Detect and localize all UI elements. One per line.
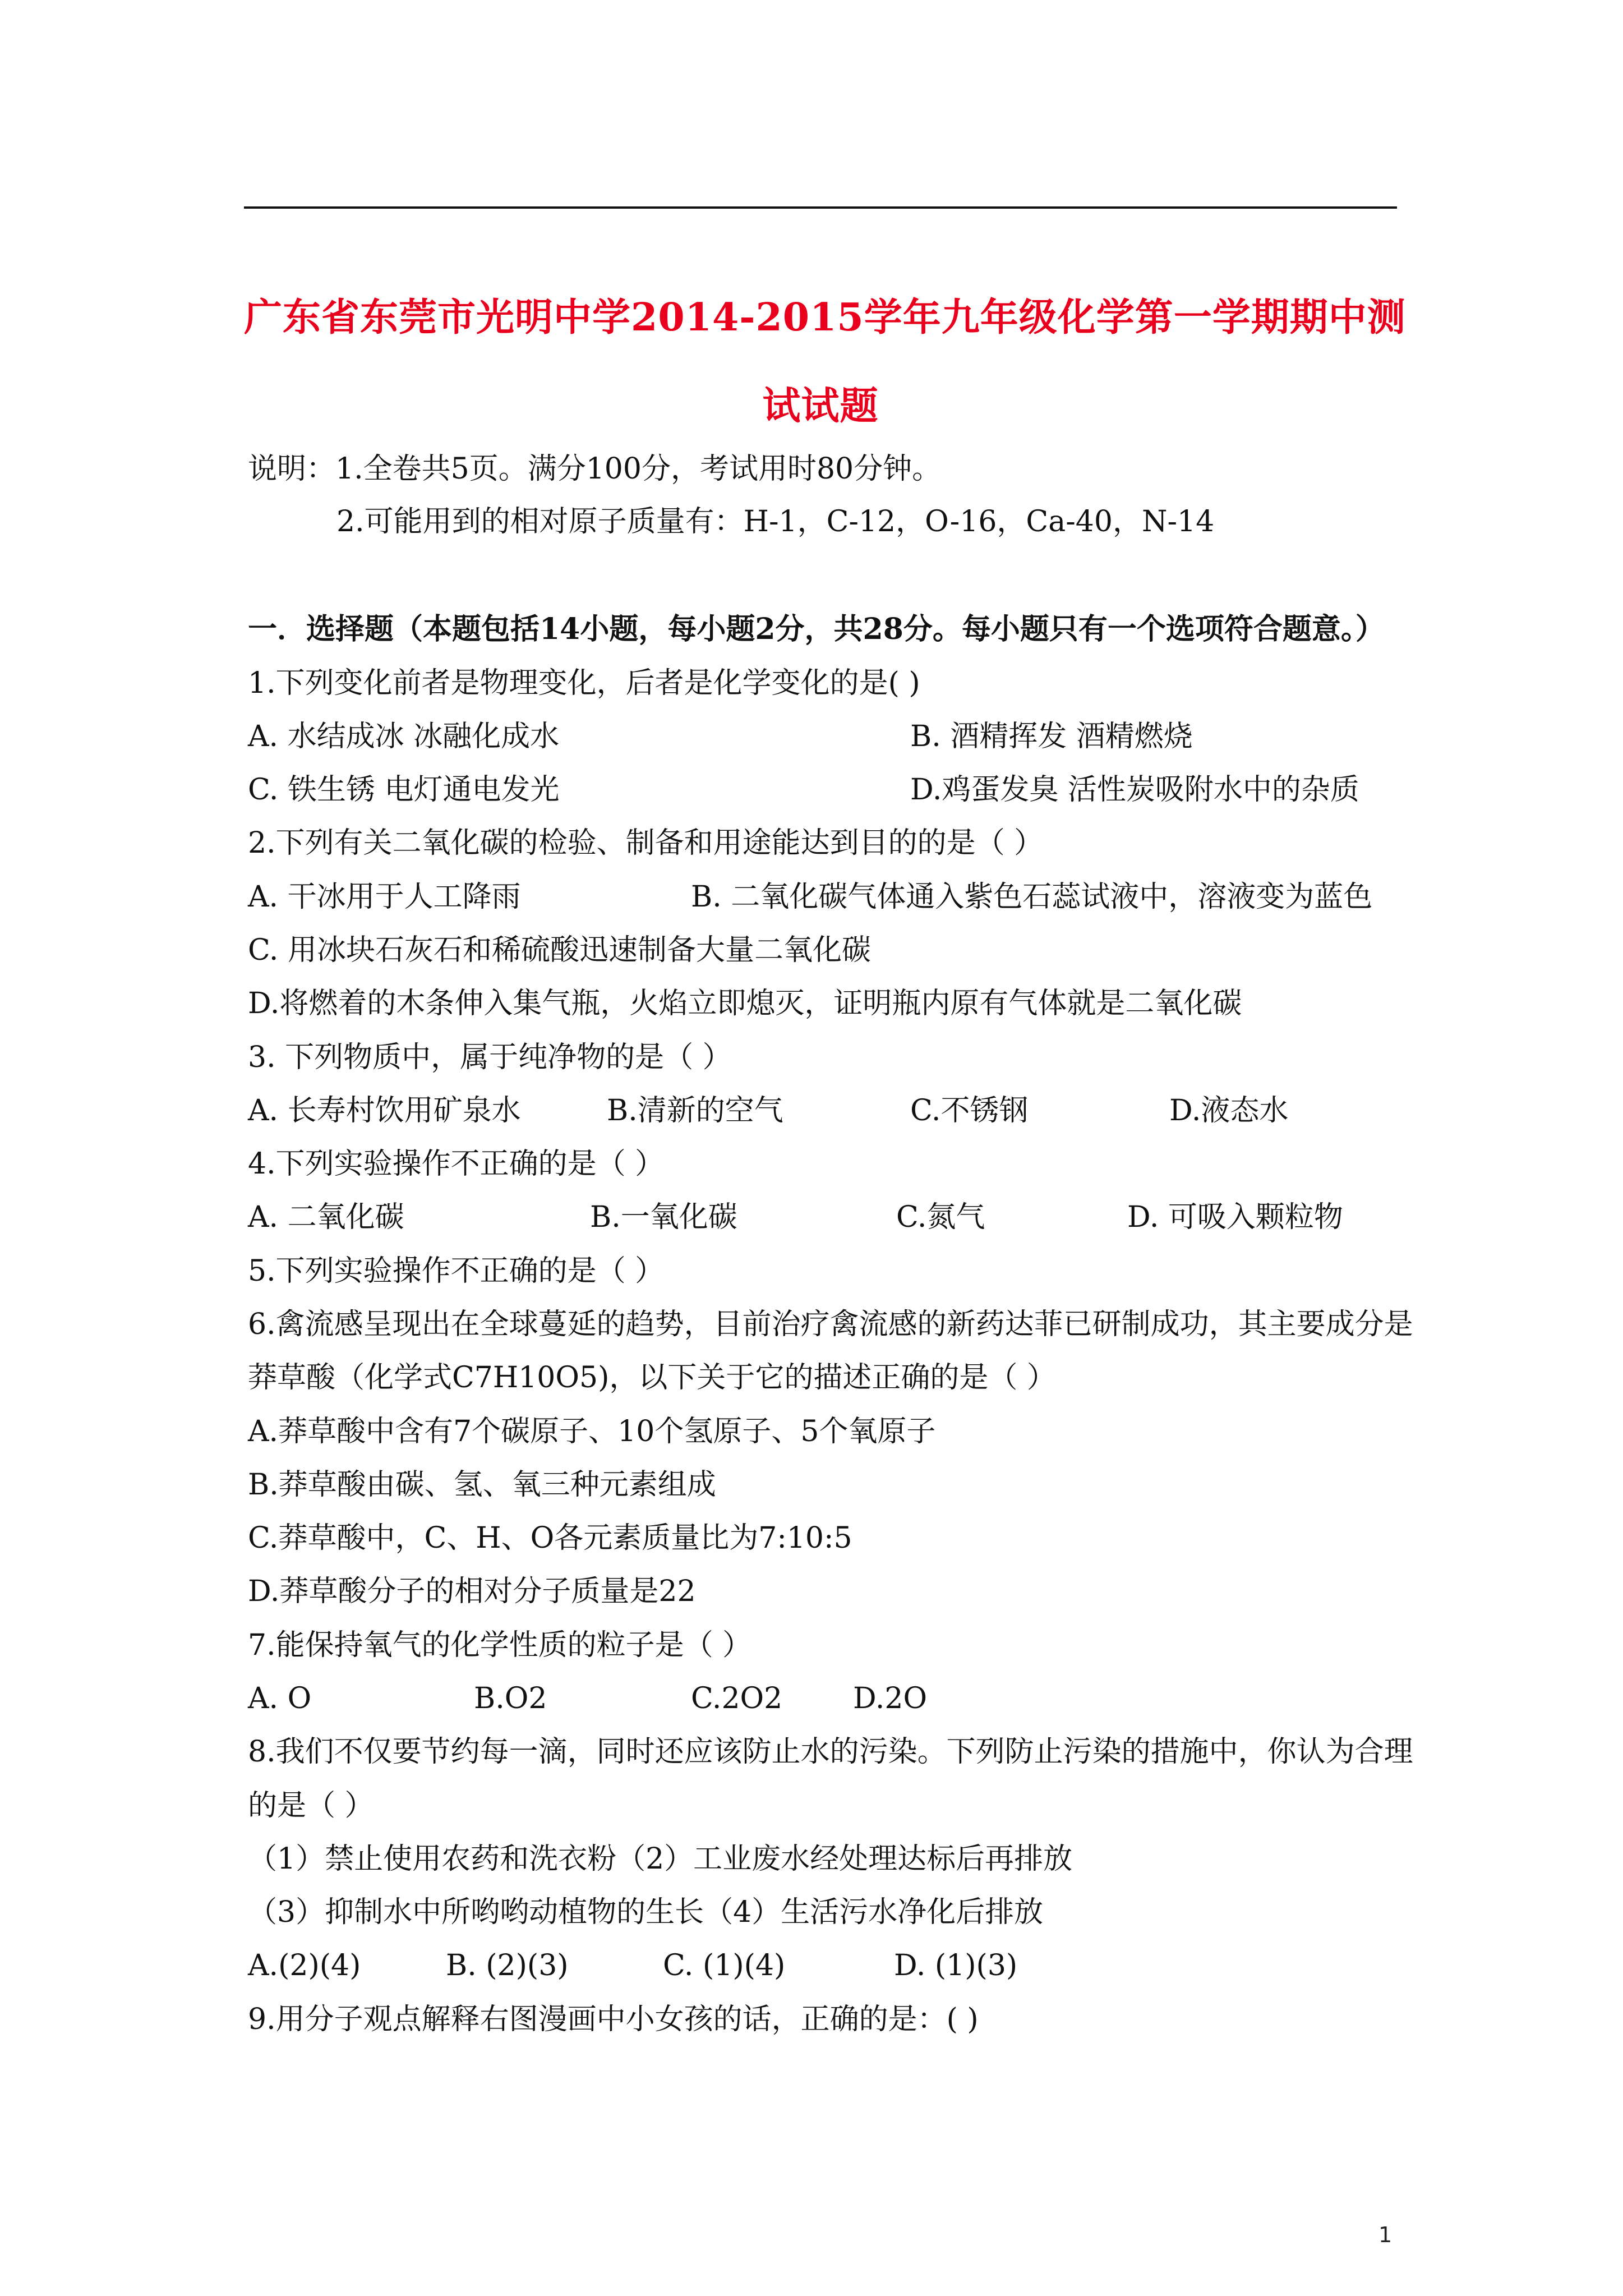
question-1-option-b: B. 酒精挥发 酒精燃烧 <box>910 720 1193 753</box>
question-4-option-a: A. 二氧化碳 <box>248 1200 404 1234</box>
question-4-option-c: C.氮气 <box>896 1200 985 1234</box>
question-3-option-b: B.清新的空气 <box>607 1094 783 1128</box>
question-3-option-d: D.液态水 <box>1169 1094 1289 1128</box>
document-title-line-1: 广东省东莞市光明中学2014-2015学年九年级化学第一学期期中测 <box>244 295 1406 340</box>
question-4-option-d: D. 可吸入颗粒物 <box>1127 1200 1343 1234</box>
question-7-option-d: D.2O <box>853 1682 928 1715</box>
question-2-option-b: B. 二氧化碳气体通入紫色石蕊试液中，溶液变为蓝色 <box>691 880 1373 914</box>
question-3-option-a: A. 长寿村饮用矿泉水 <box>248 1094 521 1128</box>
question-5-stem: 5.下列实验操作不正确的是（ ） <box>248 1254 665 1288</box>
document-title-line-2: 试试题 <box>762 384 879 429</box>
question-7-option-b: B.O2 <box>474 1682 547 1715</box>
question-8-item-1: （1）禁止使用农药和洗衣粉（2）工业废水经处理达标后再排放 <box>248 1842 1073 1876</box>
question-2-option-d: D.将燃着的木条伸入集气瓶，火焰立即熄灭，证明瓶内原有气体就是二氧化碳 <box>248 987 1242 1020</box>
question-1-option-d: D.鸡蛋发臭 活性炭吸附水中的杂质 <box>910 773 1359 807</box>
question-1-option-c: C. 铁生锈 电灯通电发光 <box>248 773 560 807</box>
header-rule <box>244 206 1397 209</box>
question-3-stem: 3. 下列物质中，属于纯净物的是（ ） <box>248 1041 732 1074</box>
instructions-line-1: 说明：1.全卷共5页。满分100分，考试用时80分钟。 <box>248 452 942 486</box>
question-2-option-a: A. 干冰用于人工降雨 <box>248 880 521 914</box>
question-2-stem: 2.下列有关二氧化碳的检验、制备和用途能达到目的的是（ ） <box>248 826 1044 860</box>
question-4-option-b: B.一氧化碳 <box>590 1200 737 1234</box>
question-8-option-c: C. (1)(4) <box>663 1949 786 1982</box>
question-4-stem: 4.下列实验操作不正确的是（ ） <box>248 1147 665 1181</box>
question-9-stem: 9.用分子观点解释右图漫画中小女孩的话，正确的是：( ) <box>248 2003 979 2036</box>
question-8-option-d: D. (1)(3) <box>894 1949 1018 1982</box>
question-8-option-a: A.(2)(4) <box>248 1949 361 1982</box>
question-6-stem-line-2: 莽草酸（化学式C7H10O5)，以下关于它的描述正确的是（ ） <box>248 1361 1056 1395</box>
question-1-option-a: A. 水结成冰 冰融化成水 <box>248 720 560 753</box>
section1-heading: 一．选择题（本题包括14小题，每小题2分，共28分。每小题只有一个选项符合题意。） <box>248 612 1385 646</box>
question-6-option-b: B.莽草酸由碳、氢、氧三种元素组成 <box>248 1468 716 1502</box>
question-6-option-a: A.莽草酸中含有7个碳原子、10个氢原子、5个氧原子 <box>248 1415 936 1448</box>
page-number: 1 <box>1378 2223 1393 2247</box>
question-3-option-c: C.不锈钢 <box>910 1094 1029 1128</box>
question-1-stem: 1.下列变化前者是物理变化，后者是化学变化的是( ) <box>248 666 920 700</box>
question-8-stem-line-1: 8.我们不仅要节约每一滴，同时还应该防止水的污染。下列防止污染的措施中，你认为合理 <box>248 1735 1413 1769</box>
question-7-option-c: C.2O2 <box>691 1682 783 1715</box>
question-8-item-2: （3）抑制水中所哟哟动植物的生长（4）生活污水净化后排放 <box>248 1895 1044 1929</box>
question-6-option-c: C.莽草酸中，C、H、O各元素质量比为7:10:5 <box>248 1521 852 1555</box>
question-6-stem-line-1: 6.禽流感呈现出在全球蔓延的趋势，目前治疗禽流感的新药达菲已研制成功，其主要成分是 <box>248 1308 1413 1341</box>
question-8-stem-line-2: 的是（ ） <box>248 1789 374 1823</box>
question-7-stem: 7.能保持氧气的化学性质的粒子是（ ） <box>248 1628 752 1662</box>
instructions-line-2: 2.可能用到的相对原子质量有：H-1，C-12，O-16，Ca-40，N-14 <box>336 505 1215 539</box>
question-2-option-c: C. 用冰块石灰石和稀硫酸迅速制备大量二氧化碳 <box>248 933 871 967</box>
question-7-option-a: A. O <box>248 1682 312 1715</box>
question-6-option-d: D.莽草酸分子的相对分子质量是22 <box>248 1575 696 1608</box>
question-8-option-b: B. (2)(3) <box>446 1949 569 1982</box>
